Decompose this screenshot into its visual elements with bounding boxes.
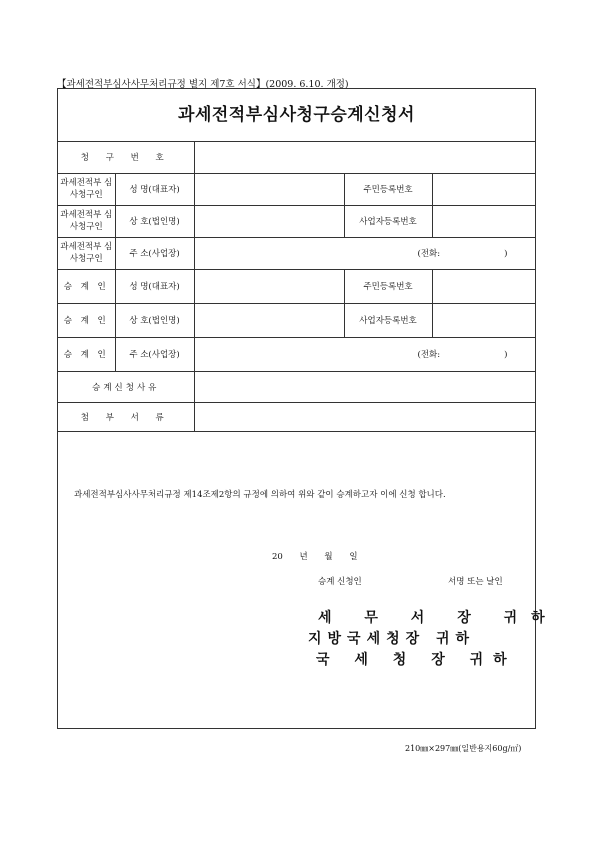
applicant-label: 승계 신청인 xyxy=(318,577,362,587)
claimant-label: 과세전적부 심사청구인 xyxy=(58,205,115,237)
name-rep-label: 성 명(대표자) xyxy=(115,173,194,205)
row-claimant-name xyxy=(58,173,535,205)
row-successor-name xyxy=(58,269,535,303)
addressee-national-office: 국 세 청 장 귀하 xyxy=(316,652,517,668)
attachments-field[interactable] xyxy=(194,402,535,431)
form-title: 과세전적부심사청구승계신청서 xyxy=(58,89,535,142)
claimant-label: 과세전적부 심사청구인 xyxy=(58,237,115,269)
signature-label[interactable]: 서명 또는 날인 xyxy=(448,577,503,587)
application-form xyxy=(57,88,559,729)
address-label: 주 소(사업장) xyxy=(115,337,194,371)
statement-area xyxy=(58,435,559,728)
address-label: 주 소(사업장) xyxy=(115,237,194,269)
claimant-business-no-field[interactable] xyxy=(432,205,535,237)
row-attachments xyxy=(58,402,535,431)
successor-address-field[interactable] xyxy=(194,337,535,371)
claim-number-field[interactable] xyxy=(194,141,535,173)
resident-no-label: 주민등록번호 xyxy=(344,173,432,205)
business-no-label: 사업자등록번호 xyxy=(344,205,432,237)
row-successor-company xyxy=(58,303,535,337)
resident-no-label: 주민등록번호 xyxy=(344,269,432,303)
row-claim-number xyxy=(58,141,535,173)
business-no-label: 사업자등록번호 xyxy=(344,303,432,337)
company-name-label: 상 호(법인명) xyxy=(115,205,194,237)
addressee-regional-office: 지방국세청장 귀하 xyxy=(308,631,476,647)
phone-close: ) xyxy=(504,249,508,259)
company-name-label: 상 호(법인명) xyxy=(115,303,194,337)
successor-label: 승 계 인 xyxy=(58,337,115,371)
phone-label: (전화: xyxy=(417,350,441,360)
row-reason xyxy=(58,371,535,402)
phone-close: ) xyxy=(504,350,508,360)
successor-name-field[interactable] xyxy=(194,269,344,303)
date-line[interactable]: 20 년 월 일 xyxy=(272,552,358,562)
reason-label: 승계신청사유 xyxy=(58,371,194,402)
successor-label: 승 계 인 xyxy=(58,303,115,337)
name-rep-label: 성 명(대표자) xyxy=(115,269,194,303)
claimant-name-field[interactable] xyxy=(194,173,344,205)
claimant-company-field[interactable] xyxy=(194,205,344,237)
paper-size-note: 210㎜×297㎜(일반용지60g/㎡) xyxy=(405,744,522,753)
claimant-label: 과세전적부 심사청구인 xyxy=(58,173,115,205)
successor-business-no-field[interactable] xyxy=(432,303,535,337)
successor-resident-no-field[interactable] xyxy=(432,269,535,303)
successor-label: 승 계 인 xyxy=(58,269,115,303)
reason-field[interactable] xyxy=(194,371,535,402)
row-claimant-company xyxy=(58,205,535,237)
addressee-tax-office: 세 무 서 장 귀하 xyxy=(318,610,559,626)
successor-company-field[interactable] xyxy=(194,303,344,337)
statement-text: 과세전적부심사사무처리규정 제14조제2항의 규정에 의하여 위와 같이 승계하고자 이에 신청 합니다. xyxy=(74,490,446,500)
claim-number-label: 청 구 번 호 xyxy=(58,141,194,173)
row-successor-address xyxy=(58,337,535,371)
claimant-resident-no-field[interactable] xyxy=(432,173,535,205)
row-claimant-address xyxy=(58,237,535,269)
phone-label: (전화: xyxy=(417,249,441,259)
form-header: 【과세전적부심사사무처리규정 별지 제7호 서식】(2009. 6.10. 개정) xyxy=(57,79,349,90)
attachments-label: 첨 부 서 류 xyxy=(58,402,194,431)
claimant-address-field[interactable] xyxy=(194,237,535,269)
form-table xyxy=(58,141,535,432)
